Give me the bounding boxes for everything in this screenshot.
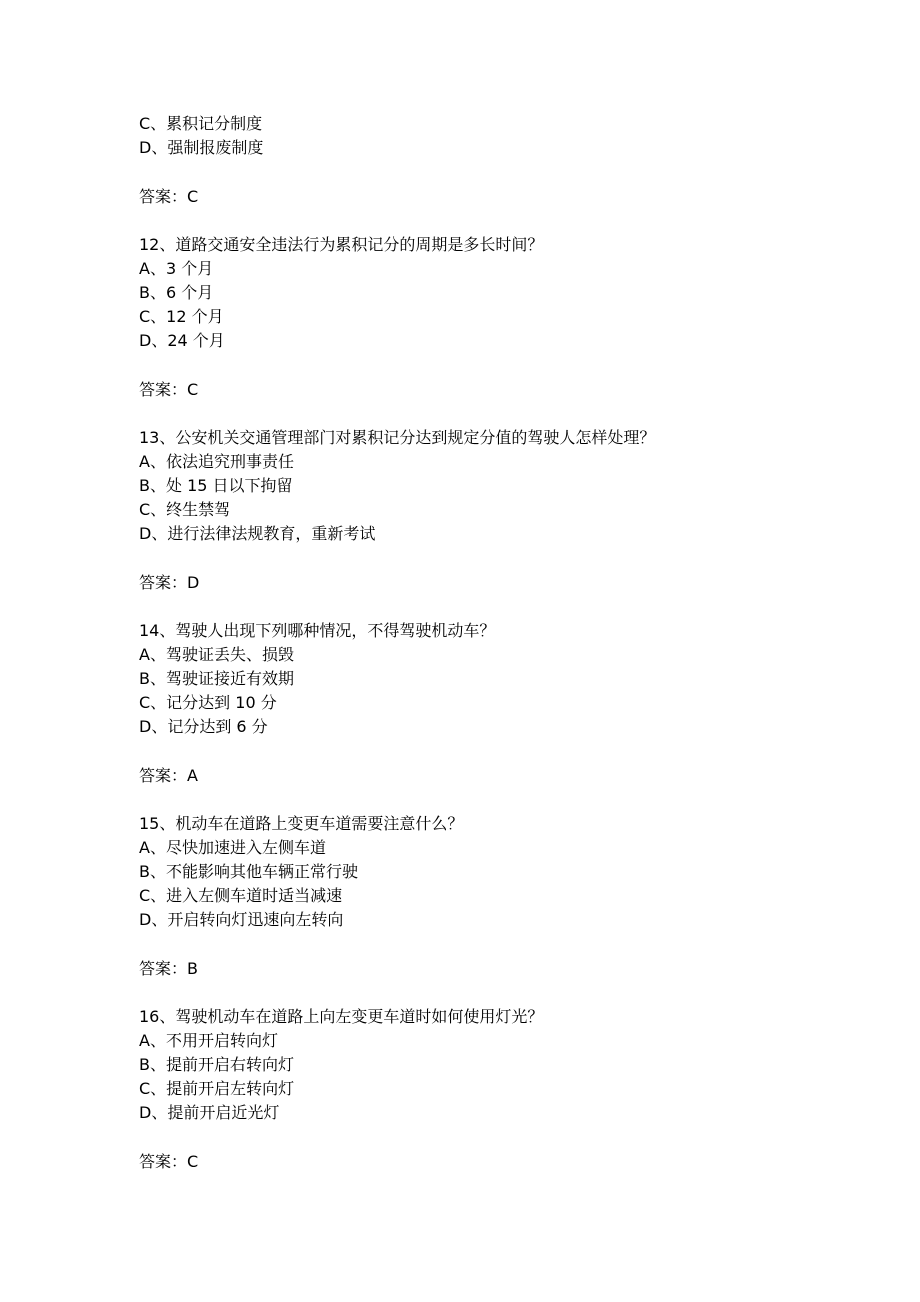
option-b: B、提前开启右转向灯 xyxy=(139,1055,294,1074)
answer-line: 答案：C xyxy=(139,1152,199,1171)
question-15: 15、机动车在道路上变更车道需要注意什么？ xyxy=(139,814,464,833)
option-d: D、提前开启近光灯 xyxy=(139,1103,280,1122)
option-a: A、尽快加速进入左侧车道 xyxy=(139,838,326,857)
answer-line: 答案：C xyxy=(139,380,199,399)
option-a: A、不用开启转向灯 xyxy=(139,1031,278,1050)
option-a: A、3 个月 xyxy=(139,259,214,278)
answer-line: 答案：D xyxy=(139,573,200,592)
option-d: D、24 个月 xyxy=(139,331,225,350)
option-d: D、开启转向灯迅速向左转向 xyxy=(139,910,344,929)
option-b: B、驾驶证接近有效期 xyxy=(139,669,294,688)
question-12: 12、道路交通安全违法行为累积记分的周期是多长时间？ xyxy=(139,235,544,254)
option-b: B、处 15 日以下拘留 xyxy=(139,476,293,495)
answer-line: 答案：C xyxy=(139,187,199,206)
answer-line: 答案：A xyxy=(139,766,198,785)
question-13: 13、公安机关交通管理部门对累积记分达到规定分值的驾驶人怎样处理？ xyxy=(139,428,656,447)
question-14: 14、驾驶人出现下列哪种情况，不得驾驶机动车？ xyxy=(139,621,496,640)
option-d: D、记分达到 6 分 xyxy=(139,717,268,736)
question-16: 16、驾驶机动车在道路上向左变更车道时如何使用灯光？ xyxy=(139,1007,544,1026)
option-c: C、终生禁驾 xyxy=(139,500,231,519)
option-d: D、强制报废制度 xyxy=(139,138,264,157)
option-a: A、驾驶证丢失、损毁 xyxy=(139,645,294,664)
option-c: C、提前开启左转向灯 xyxy=(139,1079,295,1098)
option-d: D、进行法律法规教育，重新考试 xyxy=(139,524,376,543)
option-c: C、进入左侧车道时适当减速 xyxy=(139,886,343,905)
option-c: C、记分达到 10 分 xyxy=(139,693,277,712)
option-c: C、累积记分制度 xyxy=(139,114,263,133)
answer-line: 答案：B xyxy=(139,959,198,978)
option-b: B、不能影响其他车辆正常行驶 xyxy=(139,862,358,881)
option-a: A、依法追究刑事责任 xyxy=(139,452,294,471)
option-c: C、12 个月 xyxy=(139,307,224,326)
option-b: B、6 个月 xyxy=(139,283,214,302)
